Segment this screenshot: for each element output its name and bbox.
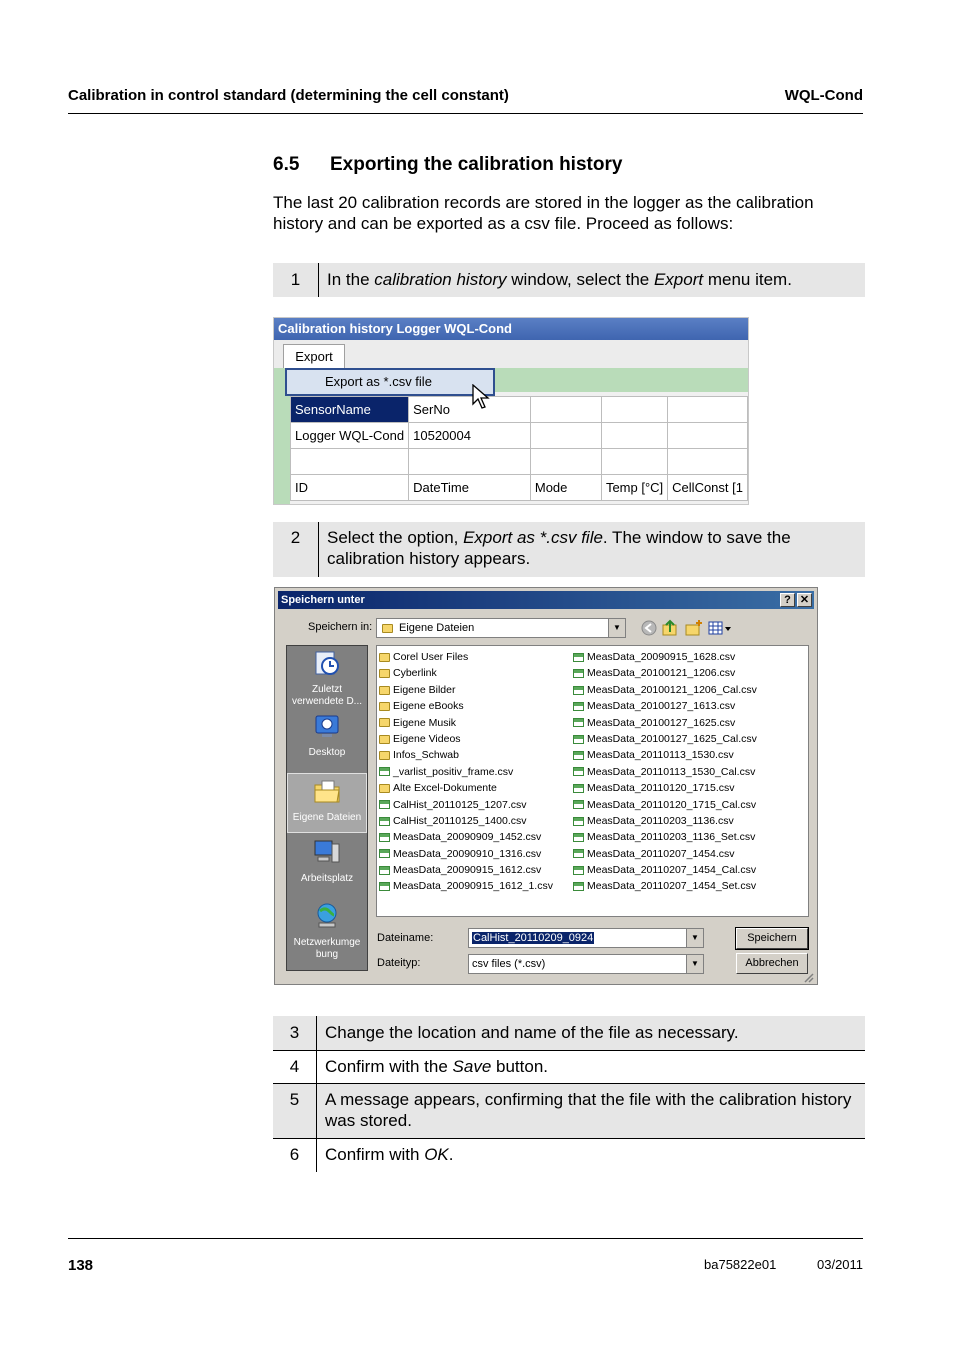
intro-paragraph: The last 20 calibration records are stored in the logger as the calibration history and can be exported as a csv file. Proceed as follows:: [273, 193, 814, 233]
csv-file-icon: [573, 800, 584, 809]
up-folder-icon[interactable]: [662, 619, 678, 637]
calibration-history-window: [273, 317, 749, 505]
header-rule: [68, 113, 863, 114]
csv-file-icon: [379, 849, 390, 858]
running-header-title: Calibration in control standard (determining the cell constant): [68, 87, 509, 104]
file-name: MeasData_20100127_1625.csv: [587, 716, 736, 729]
file-name: Eigene Bilder: [393, 683, 456, 696]
table-cell[interactable]: SerNo: [409, 397, 531, 423]
step-4: [273, 1051, 865, 1083]
folder-icon: [379, 669, 390, 678]
list-item[interactable]: [379, 846, 553, 862]
table-row: [291, 449, 748, 475]
document-date: 03/2011: [817, 1257, 864, 1272]
list-item[interactable]: [573, 682, 757, 698]
list-item[interactable]: [379, 649, 553, 665]
file-name: MeasData_20090915_1612_1.csv: [393, 880, 553, 893]
table-cell[interactable]: [291, 449, 409, 475]
csv-file-icon: [573, 686, 584, 695]
file-name: MeasData_20110203_1136.csv: [587, 814, 734, 827]
csv-file-icon: [379, 817, 390, 826]
csv-file-icon: [573, 882, 584, 891]
file-name: MeasData_20110120_1715_Cal.csv: [587, 798, 757, 811]
step-3: [273, 1016, 865, 1050]
list-item[interactable]: [379, 682, 553, 698]
table-cell[interactable]: [409, 449, 531, 475]
document-code: ba75822e01: [704, 1257, 777, 1272]
list-item[interactable]: [573, 813, 757, 829]
back-icon[interactable]: [641, 620, 657, 636]
section-number: 6.5: [273, 154, 300, 175]
csv-file-icon: [573, 669, 584, 678]
list-item[interactable]: [379, 731, 553, 747]
place-recent[interactable]: Zuletzt verwendete D...: [287, 649, 367, 708]
folder-icon: [379, 784, 390, 793]
file-name: MeasData_20110120_1715.csv: [587, 782, 735, 795]
step-text: Select the option, Export as *.csv file. The window to save the calibration history appears.: [327, 528, 791, 568]
chevron-down-icon[interactable]: ▼: [608, 619, 625, 637]
footer-rule: [68, 1238, 863, 1239]
file-name: Infos_Schwab: [393, 749, 459, 762]
step-number: 5: [289, 1090, 300, 1109]
table-cell[interactable]: ID: [291, 475, 409, 501]
save-in-value: Eigene Dateien: [399, 622, 475, 634]
table-cell[interactable]: [668, 397, 748, 423]
csv-file-icon: [379, 882, 390, 891]
list-item[interactable]: [379, 764, 553, 780]
file-column-left: [379, 649, 553, 895]
list-item[interactable]: [379, 665, 553, 681]
csv-file-icon: [573, 817, 584, 826]
table-row: [291, 475, 748, 501]
close-button[interactable]: ✕: [797, 593, 812, 607]
step-1: [273, 263, 865, 297]
list-item[interactable]: [573, 649, 757, 665]
file-name: Corel User Files: [393, 651, 469, 663]
folder-icon: [379, 735, 390, 744]
view-menu-icon[interactable]: [708, 620, 732, 636]
step-number: 3: [289, 1023, 300, 1042]
list-item[interactable]: [573, 731, 757, 747]
save-button[interactable]: Speichern: [736, 928, 808, 949]
history-grid: [290, 396, 748, 501]
my-documents-icon: [313, 777, 341, 805]
place-my-documents[interactable]: Eigene Dateien: [287, 773, 367, 833]
file-name: MeasData_20110207_1454_Set.csv: [587, 880, 757, 893]
list-item[interactable]: [379, 878, 553, 894]
table-cell[interactable]: [530, 449, 601, 475]
csv-file-icon: [573, 751, 584, 760]
mouse-pointer-icon: [472, 384, 490, 410]
list-item[interactable]: [573, 829, 757, 845]
table-cell[interactable]: 10520004: [409, 423, 531, 449]
section-title: Exporting the calibration history: [330, 154, 623, 175]
folder-icon: [382, 624, 393, 633]
step-text: A message appears, confirming that the file with the calibration history was stored.: [325, 1090, 852, 1130]
folder-icon: [379, 686, 390, 695]
step-text: Confirm with OK.: [325, 1145, 454, 1164]
list-item[interactable]: [379, 797, 553, 813]
network-icon: [313, 902, 341, 930]
help-button[interactable]: ?: [780, 593, 795, 607]
list-item[interactable]: [573, 862, 757, 878]
export-csv-menu-item[interactable]: Export as *.csv file: [285, 368, 495, 396]
file-column-right: [573, 649, 757, 895]
table-row: [291, 423, 748, 449]
table-cell[interactable]: Temp [°C]: [601, 475, 667, 501]
list-item[interactable]: [573, 764, 757, 780]
place-my-computer[interactable]: Arbeitsplatz: [287, 838, 367, 885]
file-name: MeasData_20110113_1530.csv: [587, 749, 734, 762]
file-name: _varlist_positiv_frame.csv: [393, 765, 514, 778]
file-name: CalHist_20110125_1400.csv: [393, 814, 527, 827]
dialog-title: Speichern unter: [278, 591, 814, 609]
list-item[interactable]: [379, 698, 553, 714]
filetype-select[interactable]: [468, 954, 704, 974]
list-item[interactable]: [379, 747, 553, 763]
step-5: [273, 1084, 865, 1138]
list-item[interactable]: [573, 665, 757, 681]
table-cell[interactable]: [668, 423, 748, 449]
list-item[interactable]: [573, 878, 757, 894]
save-as-dialog: [274, 587, 818, 985]
list-item[interactable]: [573, 698, 757, 714]
recent-documents-icon: [313, 649, 341, 677]
file-name: MeasData_20100127_1613.csv: [587, 700, 736, 713]
csv-file-icon: [379, 866, 390, 875]
filename-label: Dateiname:: [377, 932, 434, 944]
step-number: 4: [289, 1057, 300, 1076]
folder-icon: [379, 751, 390, 760]
desktop-icon: [313, 712, 341, 740]
csv-file-icon: [573, 833, 584, 842]
file-name: MeasData_20090909_1452.csv: [393, 831, 542, 844]
cancel-button[interactable]: Abbrechen: [736, 953, 808, 974]
table-cell[interactable]: [530, 397, 601, 423]
file-name: Alte Excel-Dokumente: [393, 782, 497, 795]
running-header-product: WQL-Cond: [784, 87, 863, 104]
chevron-down-icon[interactable]: ▼: [686, 929, 703, 947]
csv-file-icon: [379, 833, 390, 842]
save-in-combo[interactable]: [376, 618, 626, 638]
list-item[interactable]: [379, 862, 553, 878]
step-2: [273, 522, 865, 577]
list-item[interactable]: [379, 780, 553, 796]
table-cell[interactable]: [601, 423, 667, 449]
page-number: 138: [68, 1257, 94, 1274]
places-bar: [286, 645, 368, 971]
file-name: MeasData_20090915_1628.csv: [587, 651, 736, 663]
menu-bar: [274, 340, 749, 368]
folder-icon: [379, 653, 390, 662]
file-name: MeasData_20100127_1625_Cal.csv: [587, 732, 757, 745]
table-cell[interactable]: [601, 449, 667, 475]
list-item[interactable]: [379, 829, 553, 845]
csv-file-icon: [379, 800, 390, 809]
csv-file-icon: [573, 784, 584, 793]
filename-value: CalHist_20110209_0924: [473, 932, 594, 944]
place-desktop[interactable]: Desktop: [287, 712, 367, 759]
step-text: In the calibration history window, select the Export menu item.: [327, 270, 792, 289]
table-row: [291, 397, 748, 423]
step-number: 2: [290, 528, 301, 547]
file-name: MeasData_20110207_1454_Cal.csv: [587, 864, 757, 877]
file-name: MeasData_20110203_1136_Set.csv: [587, 831, 756, 844]
file-name: MeasData_20100121_1206_Cal.csv: [587, 683, 757, 696]
file-name: MeasData_20110113_1530_Cal.csv: [587, 765, 756, 778]
table-cell[interactable]: [530, 423, 601, 449]
table-cell[interactable]: CellConst [1: [668, 475, 748, 501]
filename-input[interactable]: [468, 928, 704, 948]
table-cell[interactable]: Mode: [530, 475, 601, 501]
csv-file-icon: [573, 718, 584, 727]
folder-icon: [379, 718, 390, 727]
file-name: Cyberlink: [393, 667, 437, 680]
csv-file-icon: [573, 866, 584, 875]
csv-file-icon: [573, 702, 584, 711]
folder-icon: [379, 702, 390, 711]
list-item[interactable]: [573, 780, 757, 796]
list-item[interactable]: [379, 813, 553, 829]
new-folder-icon[interactable]: [685, 619, 703, 637]
list-item[interactable]: [573, 747, 757, 763]
filetype-label: Dateityp:: [377, 957, 421, 969]
list-item[interactable]: [379, 715, 553, 731]
step-6: [273, 1139, 865, 1172]
file-name: MeasData_20110207_1454.csv: [587, 847, 735, 860]
step-number: 6: [289, 1145, 300, 1164]
file-name: MeasData_20090915_1612.csv: [393, 864, 542, 877]
place-network[interactable]: Netzwerkumge bung: [287, 902, 367, 961]
csv-file-icon: [379, 767, 390, 776]
file-name: MeasData_20090910_1316.csv: [393, 847, 542, 860]
file-name: Eigene eBooks: [393, 700, 464, 713]
resize-grip-icon[interactable]: [803, 972, 814, 983]
file-name: Eigene Videos: [393, 732, 461, 745]
csv-file-icon: [573, 849, 584, 858]
filetype-value: csv files (*.csv): [472, 958, 546, 970]
step-text: Change the location and name of the file as necessary.: [325, 1023, 739, 1042]
list-item[interactable]: [573, 797, 757, 813]
table-cell[interactable]: Logger WQL-Cond: [291, 423, 409, 449]
chevron-down-icon[interactable]: ▼: [686, 955, 703, 973]
csv-file-icon: [573, 767, 584, 776]
window-title: Calibration history Logger WQL-Cond: [274, 318, 749, 340]
list-item[interactable]: [573, 846, 757, 862]
table-cell[interactable]: [601, 397, 667, 423]
csv-file-icon: [573, 735, 584, 744]
step-number: 1: [290, 270, 301, 289]
csv-file-icon: [573, 653, 584, 662]
file-name: Eigene Musik: [393, 716, 457, 729]
table-cell[interactable]: [668, 449, 748, 475]
table-cell[interactable]: SensorName: [291, 397, 409, 423]
save-in-label: Speichern in:: [308, 621, 373, 633]
step-text: Confirm with the Save button.: [325, 1057, 549, 1076]
table-cell[interactable]: DateTime: [409, 475, 531, 501]
file-name: CalHist_20110125_1207.csv: [393, 798, 527, 811]
export-menu[interactable]: Export: [283, 344, 345, 369]
computer-icon: [313, 838, 341, 866]
file-name: MeasData_20100121_1206.csv: [587, 667, 736, 680]
list-item[interactable]: [573, 715, 757, 731]
file-list: [376, 645, 809, 917]
